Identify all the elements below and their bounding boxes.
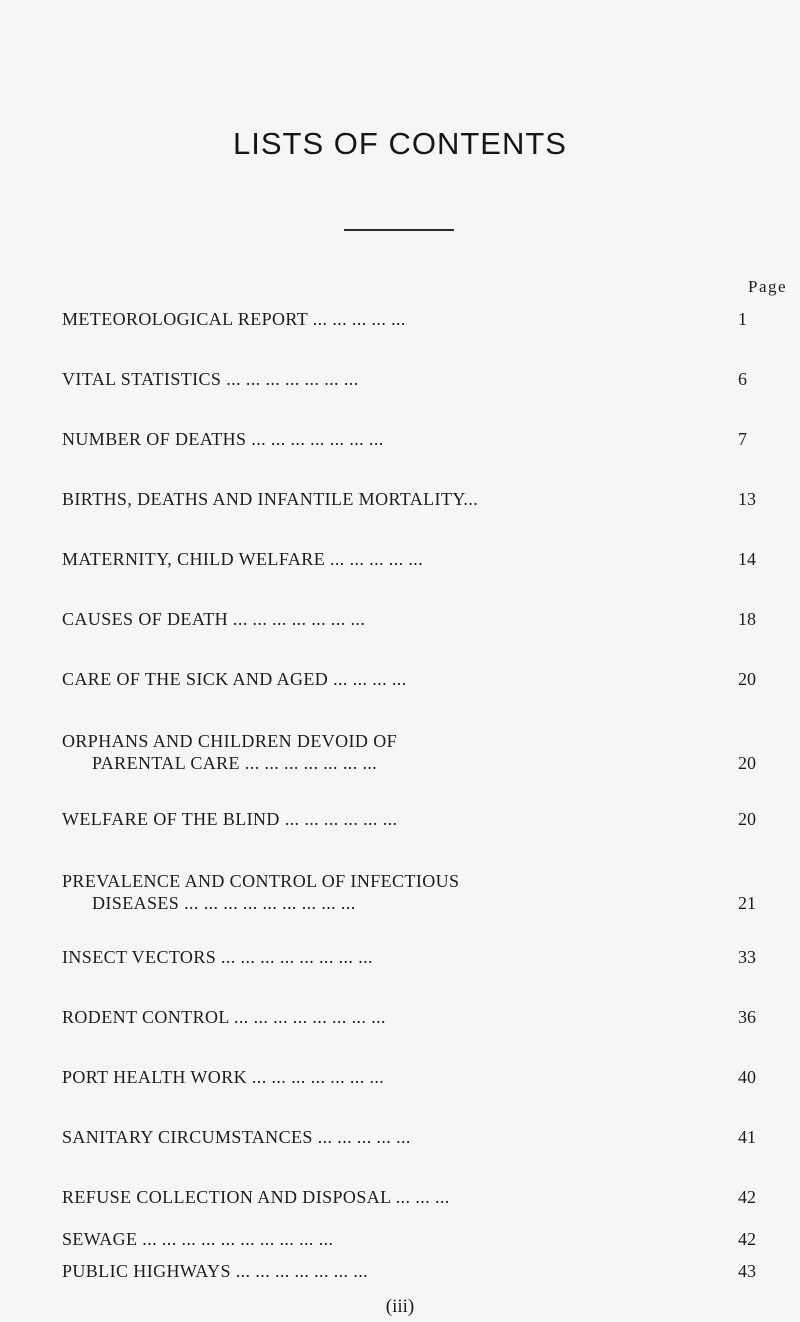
page-title: LISTS OF CONTENTS: [233, 126, 567, 161]
entry-label: MATERNITY, CHILD WELFARE ... ... ... ... ...: [62, 549, 424, 569]
contents-entry: [62, 1066, 772, 1088]
entry-label: PORT HEALTH WORK ... ... ... ... ... ... ...: [62, 1067, 385, 1087]
entry-label: CAUSES OF DEATH ... ... ... ... ... ... ...: [62, 609, 366, 629]
contents-entry: [62, 1126, 772, 1148]
entry-label: SEWAGE ... ... ... ... ... ... ... ... ... ...: [62, 1229, 334, 1249]
contents-entry: [62, 870, 772, 914]
entry-page: 21: [738, 893, 756, 913]
contents-entry: [62, 548, 772, 570]
entry-label: METEOROLOGICAL REPORT ... ... ... ... ...: [62, 309, 406, 329]
page-column-heading: Page: [748, 277, 788, 296]
entry-page: 42: [738, 1229, 756, 1249]
entry-label: SANITARY CIRCUMSTANCES ... ... ... ... ...: [62, 1127, 411, 1147]
contents-entry: [62, 808, 772, 830]
page-number-footer: (iii): [385, 1296, 415, 1317]
entry-page: 18: [738, 609, 756, 629]
entry-page: 40: [738, 1067, 756, 1087]
contents-entry: [62, 946, 772, 968]
entry-page: 42: [738, 1187, 756, 1207]
entry-label: BIRTHS, DEATHS AND INFANTILE MORTALITY...: [62, 489, 479, 509]
entry-page: 33: [738, 947, 756, 967]
entry-page: 6: [738, 369, 747, 389]
entry-label: PUBLIC HIGHWAYS ... ... ... ... ... ... ...: [62, 1261, 369, 1281]
entry-page: 7: [738, 429, 747, 449]
contents-entry: [62, 668, 772, 690]
contents-entry: [62, 1260, 772, 1282]
contents-entry: [62, 308, 772, 330]
contents-entry: [62, 368, 772, 390]
contents-entry: [62, 1006, 772, 1028]
entry-label: PREVALENCE AND CONTROL OF INFECTIOUS: [62, 871, 460, 891]
contents-entry: [62, 1228, 772, 1250]
contents-entry: [62, 428, 772, 450]
entry-label: CARE OF THE SICK AND AGED ... ... ... ...: [62, 669, 407, 689]
contents-entry: [62, 608, 772, 630]
entry-page: 36: [738, 1007, 756, 1027]
entry-page: 41: [738, 1127, 756, 1147]
entry-label: VITAL STATISTICS ... ... ... ... ... ... ...: [62, 369, 359, 389]
entry-page: 20: [738, 809, 756, 829]
entry-label: RODENT CONTROL ... ... ... ... ... ... ... ...: [62, 1007, 386, 1027]
entry-label-continued: PARENTAL CARE ... ... ... ... ... ... ...: [92, 753, 378, 773]
entry-label: NUMBER OF DEATHS ... ... ... ... ... ... ...: [62, 429, 384, 449]
entry-page: 20: [738, 753, 756, 773]
entry-label-continued: DISEASES ... ... ... ... ... ... ... ... ...: [92, 893, 356, 913]
entry-page: 13: [738, 489, 756, 509]
entry-label: REFUSE COLLECTION AND DISPOSAL ... ... ...: [62, 1187, 450, 1207]
contents-entry: [62, 488, 772, 510]
entry-label: INSECT VECTORS ... ... ... ... ... ... ... ...: [62, 947, 373, 967]
entry-page: 1: [738, 309, 747, 329]
entry-page: 20: [738, 669, 756, 689]
entry-label: WELFARE OF THE BLIND ... ... ... ... ... ...: [62, 809, 398, 829]
contents-entry: [62, 730, 772, 774]
contents-entry: [62, 1186, 772, 1208]
entry-page: 43: [738, 1261, 756, 1281]
entry-page: 14: [738, 549, 756, 569]
entry-label: ORPHANS AND CHILDREN DEVOID OF: [62, 731, 398, 751]
